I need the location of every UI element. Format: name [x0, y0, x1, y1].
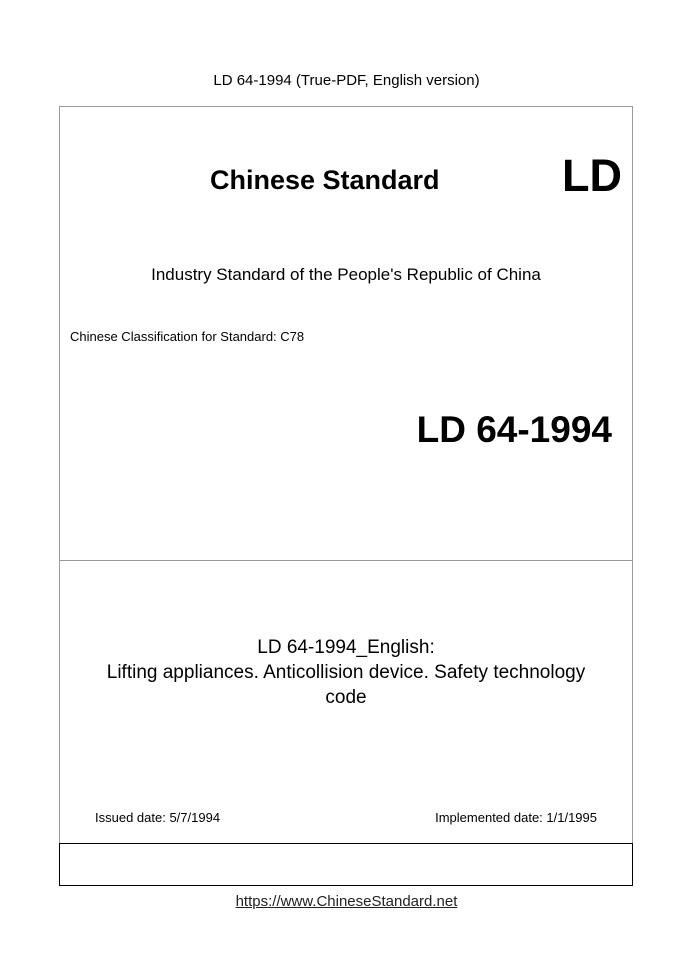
title-line-2: Lifting appliances. Anticollision device. Safety technology [106, 662, 586, 683]
cover-title-section [60, 561, 632, 843]
issued-date: Issued date: 5/7/1994 [95, 810, 221, 825]
document-code-badge: LD [562, 150, 622, 201]
industry-standard-line: Industry Standard of the People's Republic of China [151, 265, 541, 284]
footer [0, 892, 693, 912]
document-title [60, 635, 632, 710]
cover-frame [59, 106, 633, 886]
implemented-date: Implemented date: 1/1/1995 [435, 810, 597, 825]
title-line-1: LD 64-1994_English: [257, 637, 435, 658]
cover-bottom-box [59, 843, 633, 886]
classification-line: Chinese Classification for Standard: C78 [70, 329, 305, 344]
title-line-3: code [325, 687, 367, 708]
document-type-title: Chinese Standard [210, 165, 440, 195]
cover-top-section [60, 107, 632, 561]
page-header: LD 64-1994 (True-PDF, English version) [213, 72, 480, 89]
standard-number: LD 64-1994 [416, 409, 612, 450]
website-link[interactable]: https://www.ChineseStandard.net [235, 893, 458, 910]
